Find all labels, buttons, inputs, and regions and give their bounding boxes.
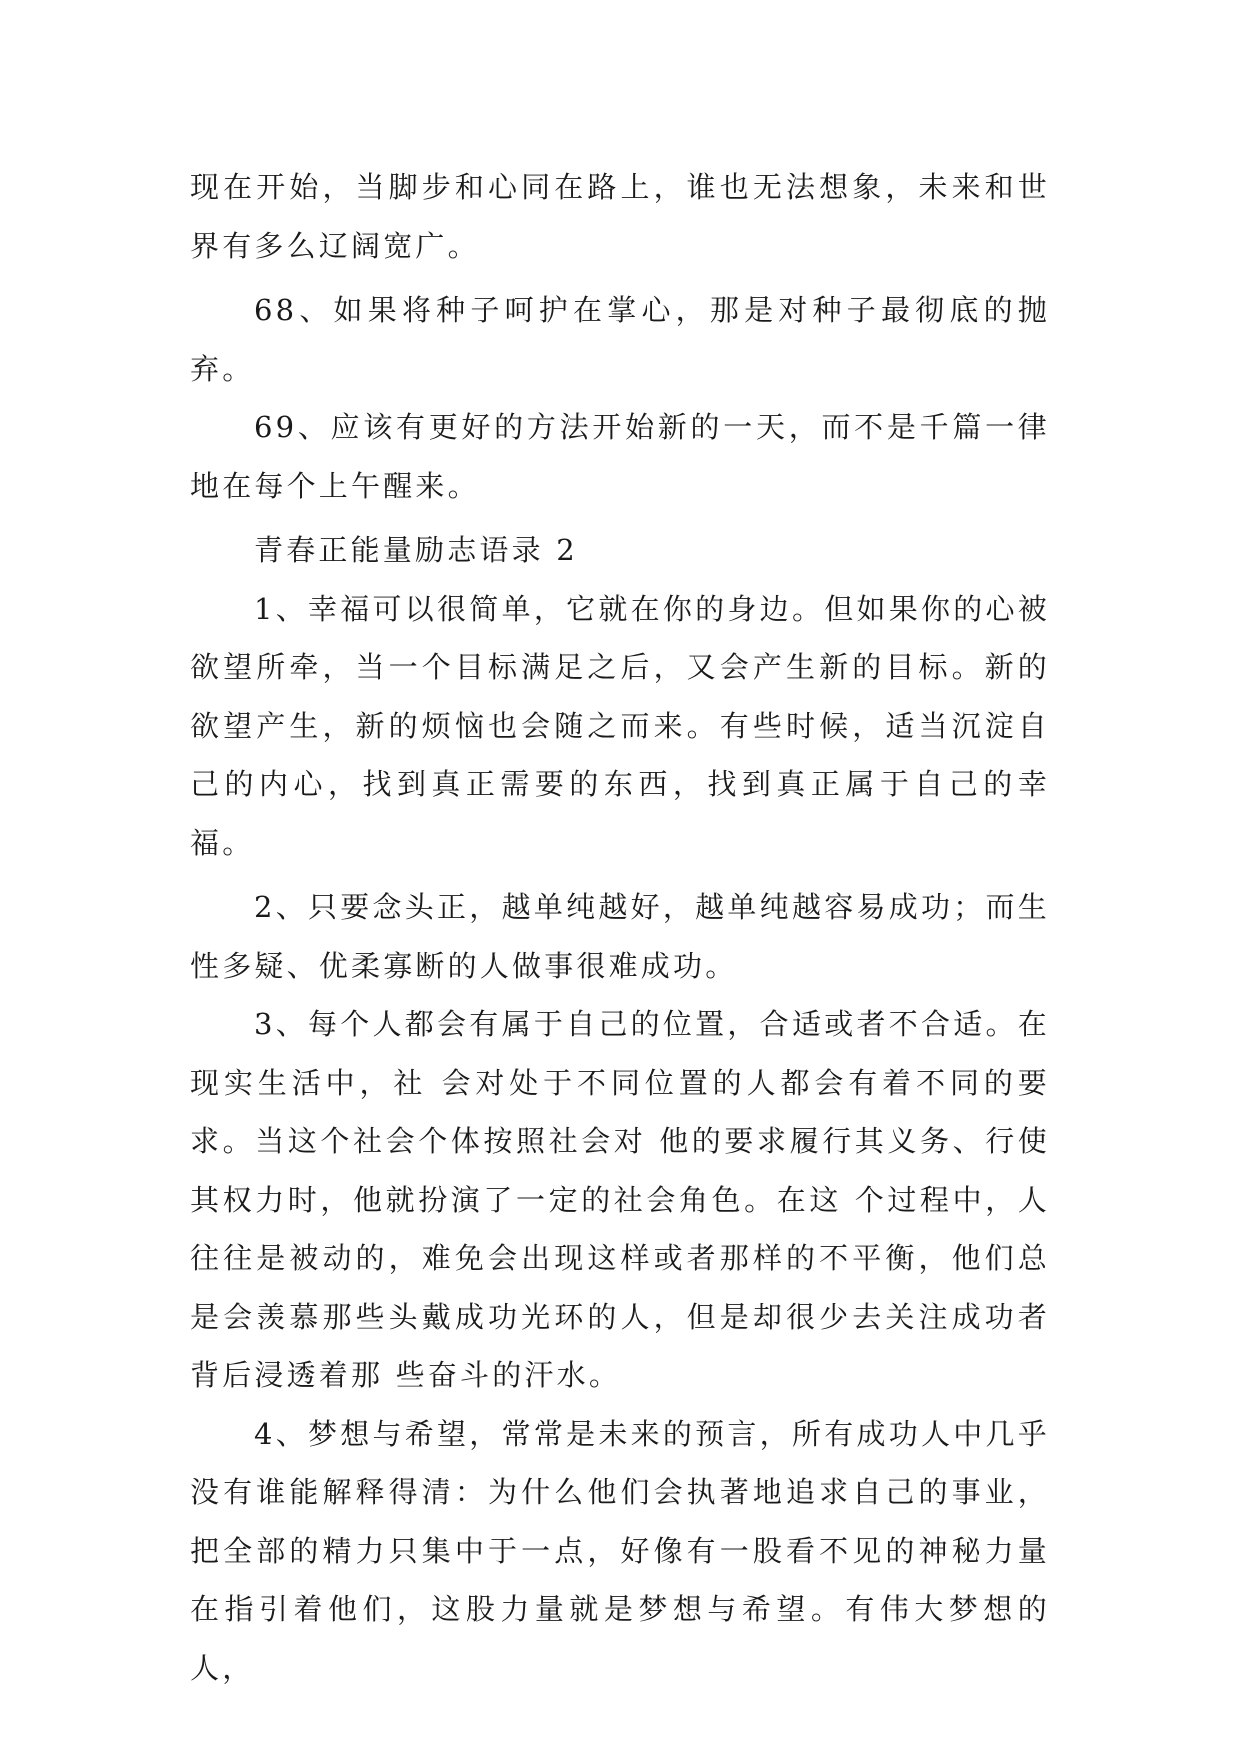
document-body [190,158,1050,1697]
paragraph-4: 4、梦想与希望，常常是未来的预言，所有成功人中几乎没有谁能解释得清：为什么他们会执著地追求自己的事业，把全部的精力只集中于一点，好像有一股看不见的神秘力量在指引着他们，这股力量就是梦想与希望。有伟大梦想的人， [190,1416,1050,1685]
paragraph-69: 69、应该有更好的方法开始新的一天，而不是千篇一律地在每个上午醒来。 [190,410,1050,503]
paragraph-1: 1、幸福可以很简单，它就在你的身边。但如果你的心被欲望所牵，当一个目标满足之后，又会产生新的目标。新的欲望产生，新的烦恼也会随之而来。有些时候，适当沉淀自己的内心，找到真正需要的东西，找到真正属于自己的幸福。 [190,591,1050,860]
paragraph-continued: 现在开始，当脚步和心同在路上，谁也无法想象，未来和世界有多么辽阔宽广。 [190,170,1050,263]
paragraph-68: 68、如果将种子呵护在掌心，那是对种子最彻底的抛弃。 [190,293,1050,386]
section-heading: 青春正能量励志语录 2 [254,533,578,567]
paragraph-3: 3、每个人都会有属于自己的位置，合适或者不合适。在现实生活中，社 会对处于不同位置的人都会有着不同的要求。当这个社会个体按照社会对 他的要求履行其义务、行使其权力时，他就扮演了一定的社会角色。在这 个过程中，人往往是被动的，难免会出现这样或者那样的不平衡，他们总 是会羡慕那些头戴成功光环的人，但是却很少去关注成功者背后浸透着那 些奋斗的汗水。 [190,1007,1050,1392]
paragraph-2: 2、只要念头正，越单纯越好，越单纯越容易成功；而生性多疑、优柔寡断的人做事很难成功。 [190,890,1050,983]
